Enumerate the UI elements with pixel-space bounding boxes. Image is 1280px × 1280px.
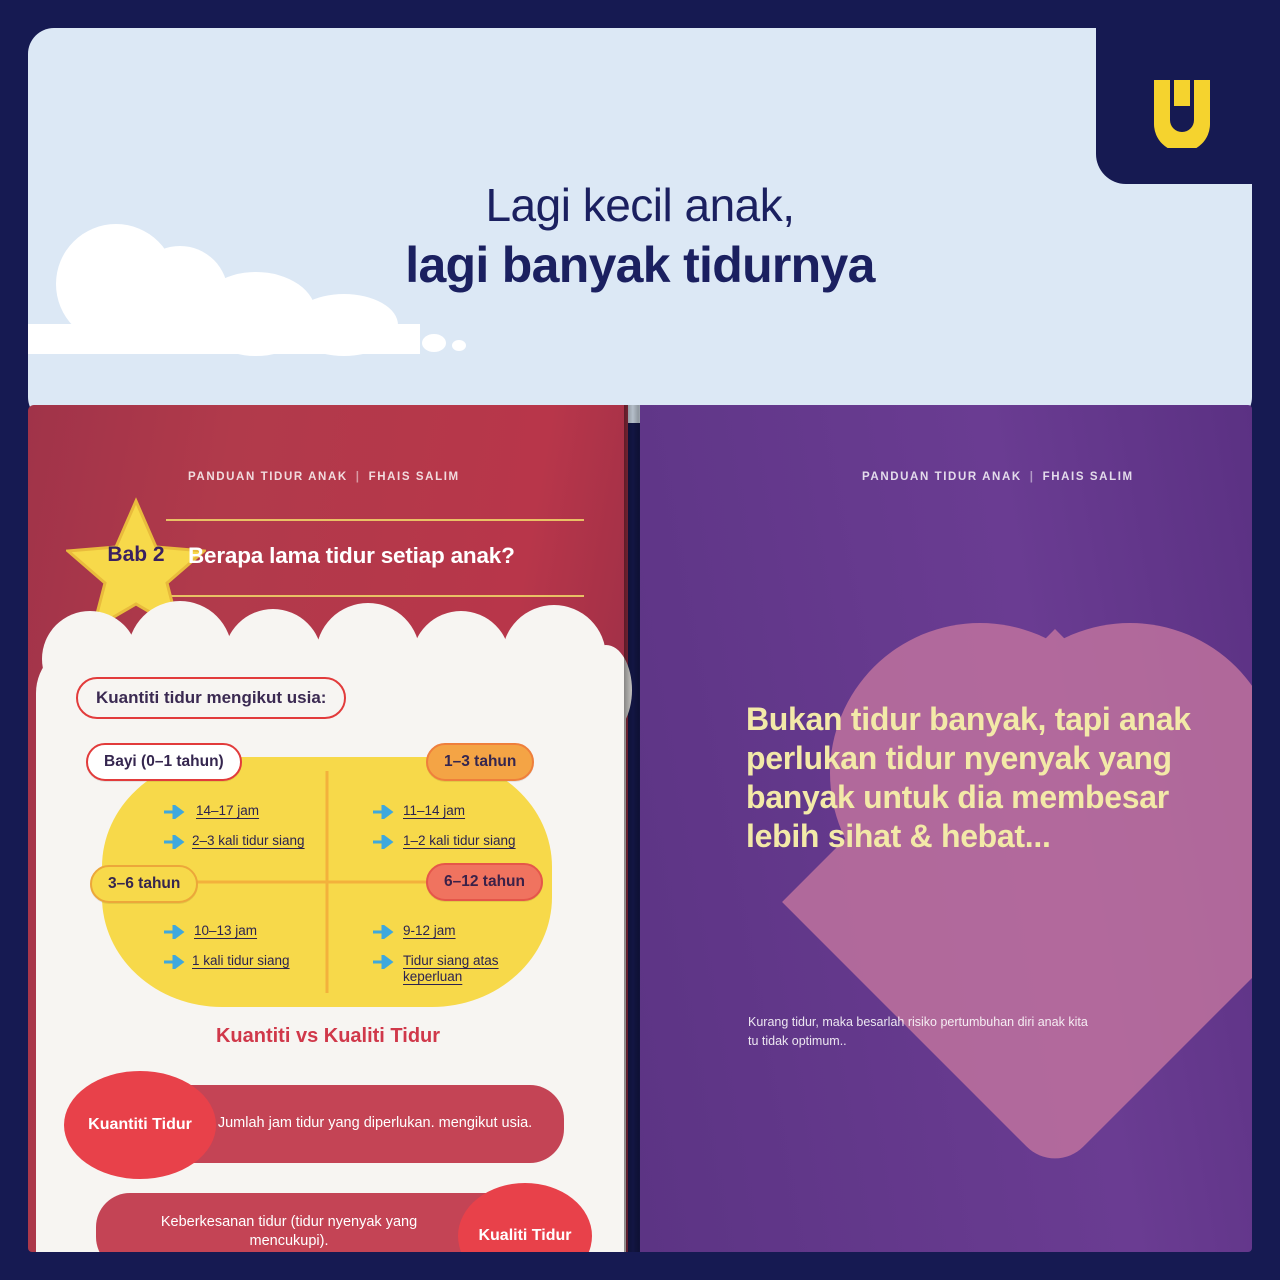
chapter-badge-label: Bab 2 [107, 543, 165, 566]
pull-quote-subtext: Kurang tidur, maka besarlah risiko pertumbuhan diri anak kita tu tidak optimum.. [748, 1015, 1088, 1048]
arrow-icon-q2-b [373, 835, 395, 849]
fact-3-6-hours: 10–13 jam [194, 923, 258, 938]
running-head-title-left: PANDUAN TIDUR ANAK [188, 471, 348, 483]
running-head-author-left: FHAIS SALIM [368, 471, 460, 483]
cloud-base [28, 324, 420, 354]
comparison-bar-kualiti: Keberkesanan tidur (tidur nyenyak yang mencukupi). [96, 1193, 544, 1252]
cloud-dot-2 [452, 340, 466, 351]
fact-bayi-hours: 14–17 jam [196, 803, 260, 818]
scallop-5 [412, 611, 510, 709]
arrow-icon-q2-a [373, 805, 395, 819]
arrow-icon-q3-a [164, 925, 186, 939]
age-pill-1-3: 1–3 tahun [426, 743, 534, 781]
arrow-icon-q1-a [164, 805, 186, 819]
chapter-rule-bottom [166, 595, 584, 597]
chapter-rule-top [166, 519, 584, 521]
running-head-left [188, 471, 460, 483]
running-head-right [862, 471, 1134, 483]
comparison-badge-kualiti: Kualiti Tidur [458, 1183, 592, 1252]
fact-1-3-naps: 1–2 kali tidur siang [403, 833, 516, 848]
fact-6-12-hours: 9-12 jam [403, 923, 456, 938]
cloud-dot-1 [422, 334, 446, 352]
book-page-left [28, 405, 628, 1252]
notch-corner-top [1066, 28, 1096, 58]
running-head-author-right: FHAIS SALIM [1042, 471, 1134, 483]
arrow-icon-q4-b [373, 955, 395, 969]
arrow-icon-q3-b [164, 955, 186, 969]
chapter-title: Berapa lama tidur setiap anak? [188, 543, 515, 568]
age-pill-3-6: 3–6 tahun [90, 865, 198, 903]
running-head-title-right: PANDUAN TIDUR ANAK [862, 471, 1022, 483]
headline-line-2: lagi banyak tidurnya [405, 237, 875, 294]
header-card [28, 28, 1252, 423]
running-head-sep-right: | [1029, 471, 1035, 483]
headline-line-1: Lagi kecil anak, [485, 179, 795, 231]
fact-bayi-naps: 2–3 kali tidur siang [192, 833, 305, 848]
comparison-title: Kuantiti vs Kualiti Tidur [215, 1025, 441, 1047]
book-spread [28, 405, 1252, 1252]
section-title-pill: Kuantiti tidur mengikut usia: [76, 677, 346, 719]
fact-1-3-hours: 11–14 jam [403, 803, 466, 818]
age-pill-bayi: Bayi (0–1 tahun) [86, 743, 242, 781]
page-title [28, 178, 1252, 295]
comparison-badge-kuantiti: Kuantiti Tidur [64, 1071, 216, 1179]
arrow-icon-q4-a [373, 925, 395, 939]
comparison-bar-kuantiti: Jumlah jam tidur yang diperlukan. mengikut usia. [124, 1085, 564, 1163]
running-head-sep-left: | [355, 471, 361, 483]
pull-quote: Bukan tidur banyak, tapi anak perlukan tidur nyenyak yang banyak untuk dia membesar lebih sihat & hebat... [746, 701, 1191, 855]
m-logo-icon [1150, 76, 1214, 148]
fact-3-6-naps: 1 kali tidur siang [192, 953, 290, 968]
arrow-icon-q1-b [164, 835, 186, 849]
fact-6-12-naps: Tidur siang atas keperluan [403, 953, 499, 985]
book-page-right [640, 405, 1252, 1252]
age-pill-6-12: 6–12 tahun [426, 863, 543, 901]
